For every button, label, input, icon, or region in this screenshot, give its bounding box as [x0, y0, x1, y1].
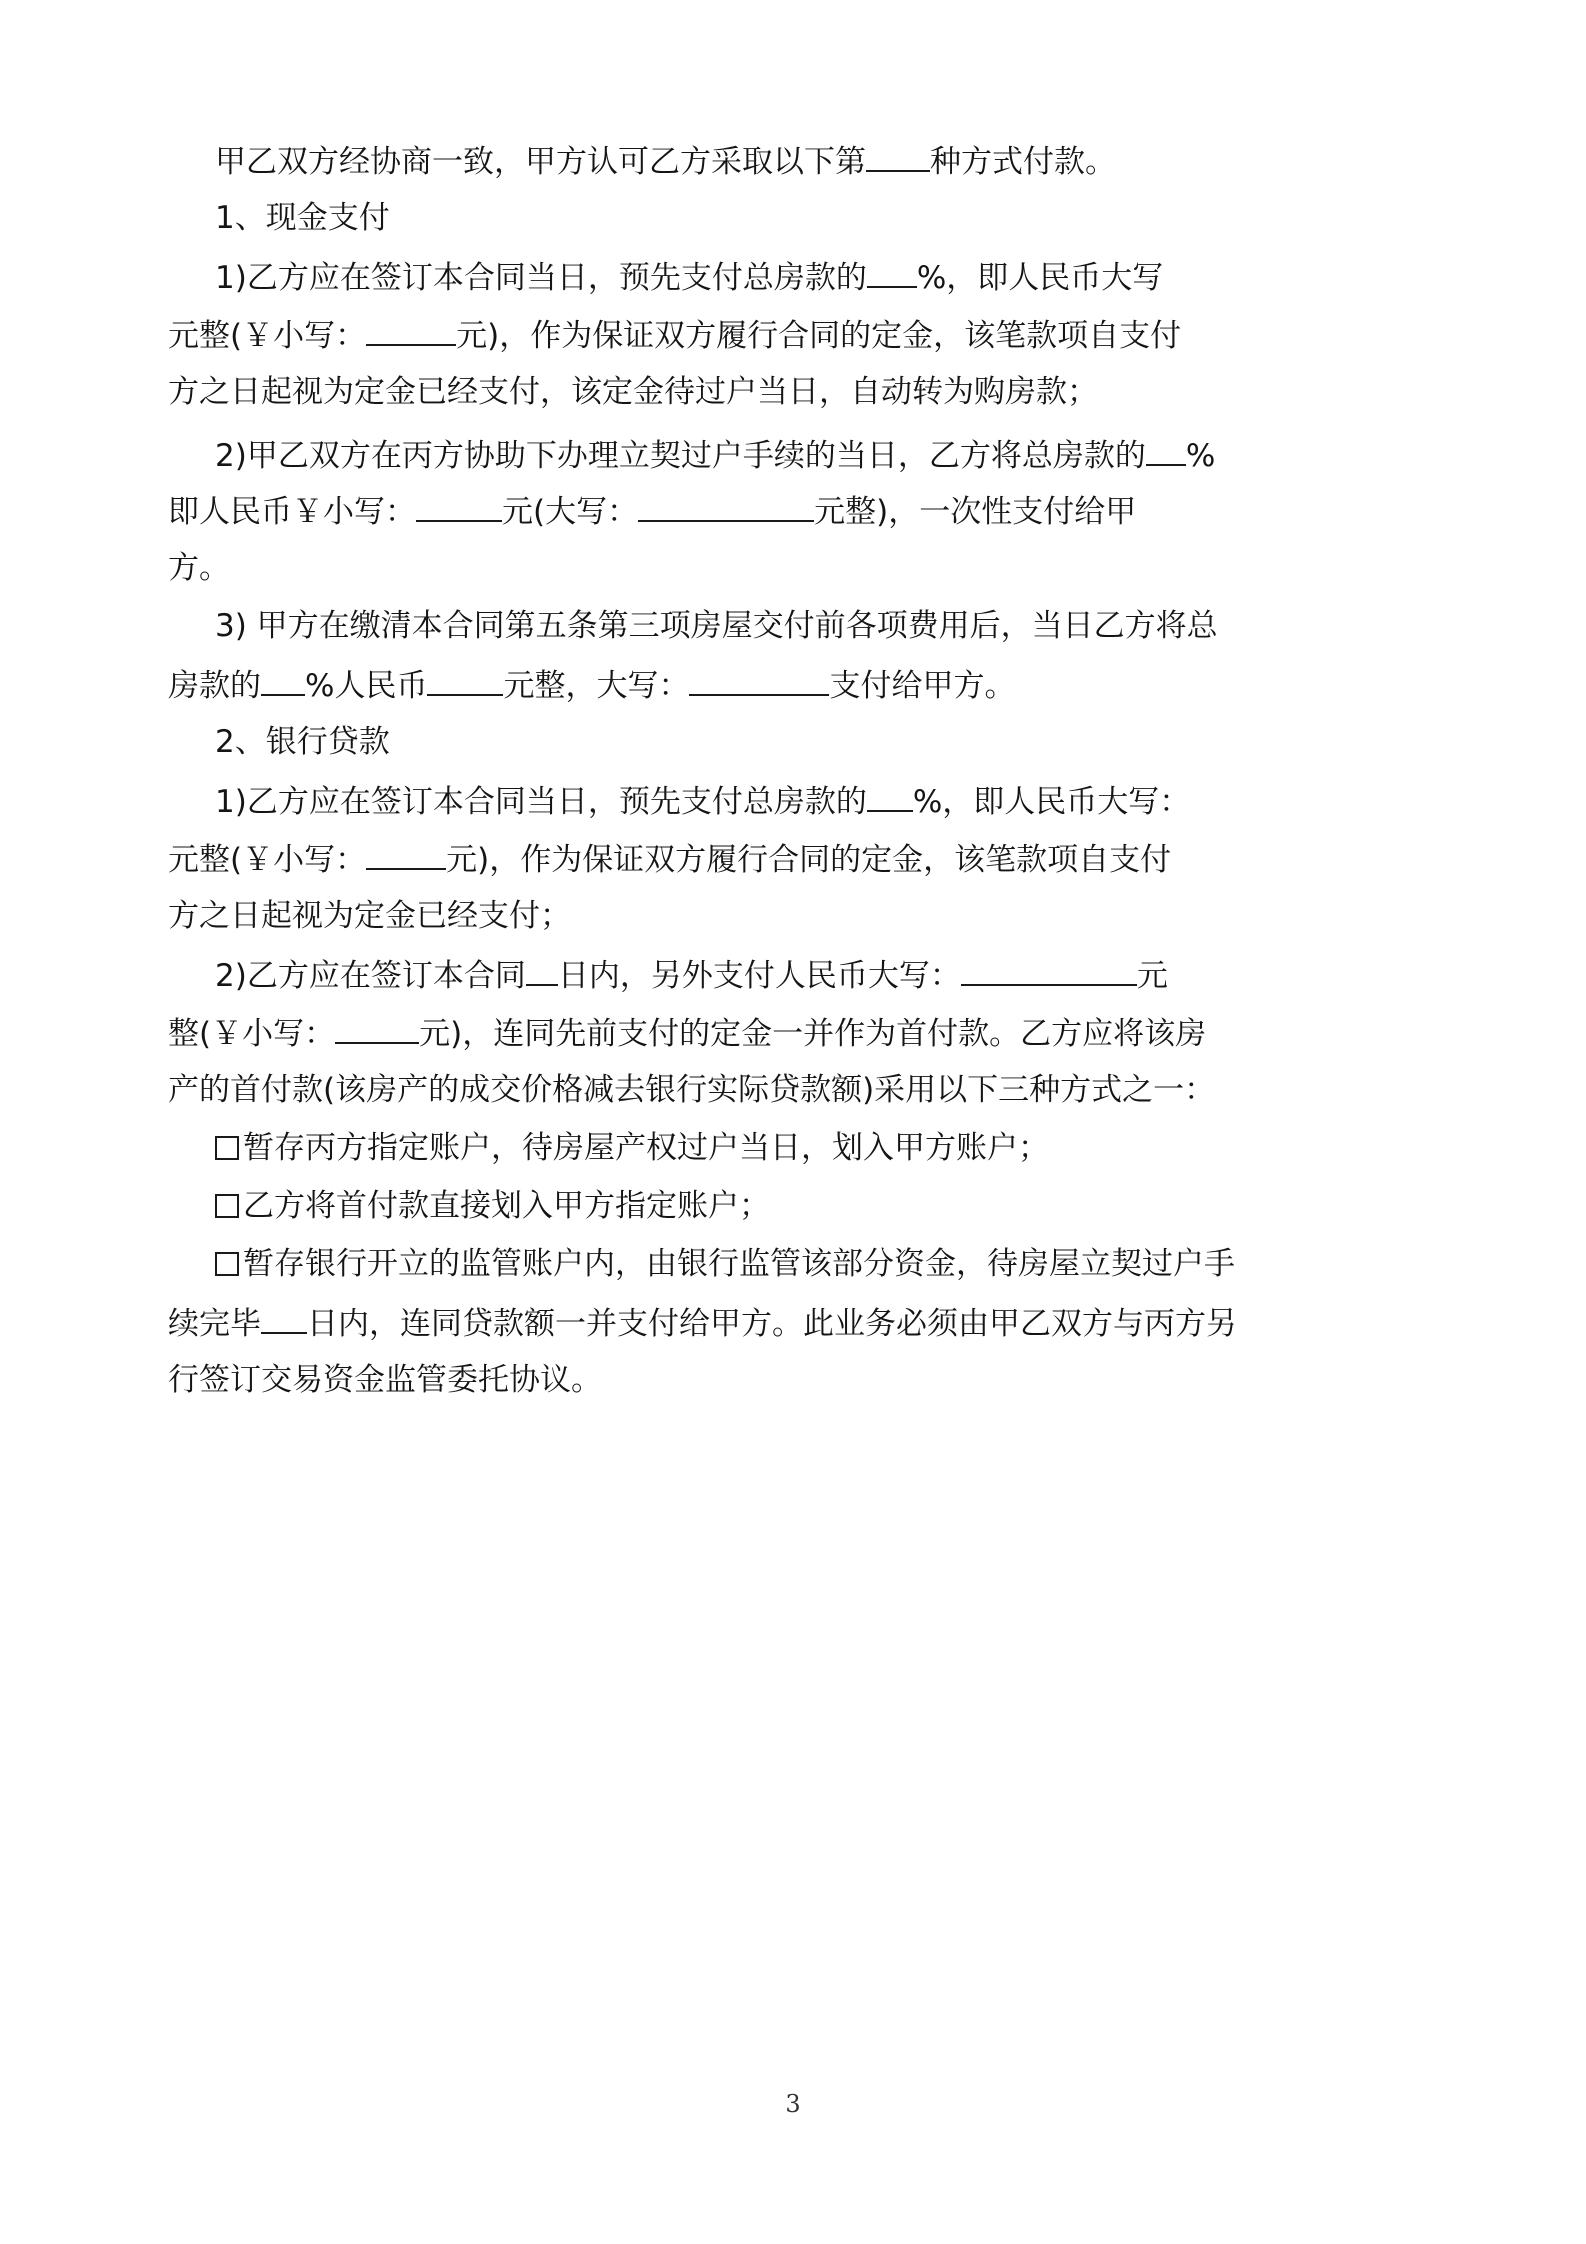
fill-blank-amount[interactable]	[366, 314, 456, 346]
text-segment: 1、现金支付	[215, 200, 390, 236]
text-segment: 日内，另外支付人民币大写：	[557, 958, 961, 994]
text-segment: %人民币	[305, 668, 428, 704]
loan-clause-1-line-3	[168, 896, 571, 936]
fill-blank-amount-words[interactable]	[961, 954, 1137, 986]
checkbox-icon[interactable]	[215, 1136, 239, 1160]
loan-clause-2-line-3	[168, 1070, 1215, 1110]
text-segment: 元	[1136, 958, 1168, 994]
text-segment: 房款的	[168, 668, 261, 704]
option-bank-supervision-line-1	[215, 1244, 1235, 1284]
text-segment: 元整(￥小写：	[168, 318, 367, 354]
text-segment: 种方式付款。	[930, 144, 1116, 180]
fill-blank-percent[interactable]	[261, 664, 305, 696]
loan-clause-2-line-2	[168, 1012, 1206, 1052]
text-segment: 元)，作为保证双方履行合同的定金，该笔款项自支付	[446, 842, 1172, 878]
option-direct-transfer	[215, 1186, 770, 1226]
fill-blank-amount[interactable]	[335, 1012, 419, 1044]
cash-clause-1-line-2	[168, 314, 1181, 354]
cash-clause-1-line-1	[215, 256, 1163, 296]
fill-blank-amount[interactable]	[366, 838, 446, 870]
text-segment: %	[1185, 438, 1216, 474]
fill-blank-days[interactable]	[261, 1302, 307, 1334]
fill-blank-method-number[interactable]	[866, 140, 930, 172]
page-number: 3	[785, 2090, 801, 2118]
text-segment: 2)乙方应在签订本合同	[215, 958, 526, 994]
checkbox-icon[interactable]	[215, 1194, 239, 1218]
option-escrow-third-party	[215, 1128, 1049, 1168]
text-segment: 乙方将首付款直接划入甲方指定账户；	[243, 1188, 770, 1224]
text-segment: 续完毕	[168, 1306, 261, 1342]
text-segment: %，即人民币大写：	[912, 784, 1191, 820]
loan-clause-1-line-1	[215, 780, 1190, 820]
text-segment: 甲乙双方经协商一致，甲方认可乙方采取以下第	[215, 144, 866, 180]
text-segment: 方。	[168, 550, 230, 586]
text-segment: 3) 甲方在缴清本合同第五条第三项房屋交付前各项费用后，当日乙方将总	[215, 608, 1218, 644]
section-heading-bank-loan	[215, 722, 390, 762]
cash-clause-1-line-3	[168, 372, 1098, 412]
text-segment: 方之日起视为定金已经支付，该定金待过户当日，自动转为购房款；	[168, 374, 1098, 410]
text-segment: 元(大写：	[502, 494, 639, 530]
payment-method-intro	[215, 140, 1116, 180]
checkbox-icon[interactable]	[215, 1252, 239, 1276]
section-heading-cash	[215, 198, 390, 238]
cash-clause-2-line-1	[215, 434, 1215, 474]
cash-clause-3-line-1	[215, 606, 1218, 646]
cash-clause-2-line-3	[168, 548, 230, 588]
text-segment: 元整)，一次性支付给甲	[814, 494, 1137, 530]
cash-clause-3-line-2	[168, 664, 1015, 704]
text-segment: 日内，连同贷款额一并支付给甲方。此业务必须由甲乙双方与丙方另	[307, 1306, 1237, 1342]
fill-blank-amount-words[interactable]	[638, 490, 814, 522]
text-segment: 2、银行贷款	[215, 724, 390, 760]
fill-blank-percent[interactable]	[867, 780, 913, 812]
fill-blank-percent[interactable]	[1146, 434, 1186, 466]
text-segment: 元)，连同先前支付的定金一并作为首付款。乙方应将该房	[419, 1016, 1207, 1052]
loan-clause-1-line-2	[168, 838, 1171, 878]
text-segment: 元整(￥小写：	[168, 842, 367, 878]
text-segment: 方之日起视为定金已经支付；	[168, 898, 571, 934]
text-segment: 1)乙方应在签订本合同当日，预先支付总房款的	[215, 784, 867, 820]
text-segment: 元)，作为保证双方履行合同的定金，该笔款项自支付	[456, 318, 1182, 354]
option-bank-supervision-line-3	[168, 1360, 602, 1400]
fill-blank-amount[interactable]	[416, 490, 502, 522]
text-segment: 整(￥小写：	[168, 1016, 336, 1052]
text-segment: 暂存银行开立的监管账户内，由银行监管该部分资金，待房屋立契过户手	[243, 1246, 1235, 1282]
fill-blank-amount-words[interactable]	[689, 664, 829, 696]
fill-blank-amount[interactable]	[427, 664, 503, 696]
text-segment: %，即人民币大写	[916, 260, 1164, 296]
loan-clause-2-line-1	[215, 954, 1168, 994]
text-segment: 即人民币￥小写：	[168, 494, 416, 530]
fill-blank-percent[interactable]	[867, 256, 917, 288]
cash-clause-2-line-2	[168, 490, 1136, 530]
text-segment: 行签订交易资金监管委托协议。	[168, 1362, 602, 1398]
text-segment: 支付给甲方。	[829, 668, 1016, 704]
fill-blank-days[interactable]	[526, 954, 558, 986]
text-segment: 暂存丙方指定账户，待房屋产权过户当日，划入甲方账户；	[243, 1130, 1049, 1166]
text-segment: 2)甲乙双方在丙方协助下办理立契过户手续的当日，乙方将总房款的	[215, 438, 1146, 474]
text-segment: 1)乙方应在签订本合同当日，预先支付总房款的	[215, 260, 867, 296]
text-segment: 产的首付款(该房产的成交价格减去银行实际贷款额)采用以下三种方式之一：	[168, 1072, 1216, 1108]
text-segment: 元整，大写：	[503, 668, 690, 704]
option-bank-supervision-line-2	[168, 1302, 1237, 1342]
